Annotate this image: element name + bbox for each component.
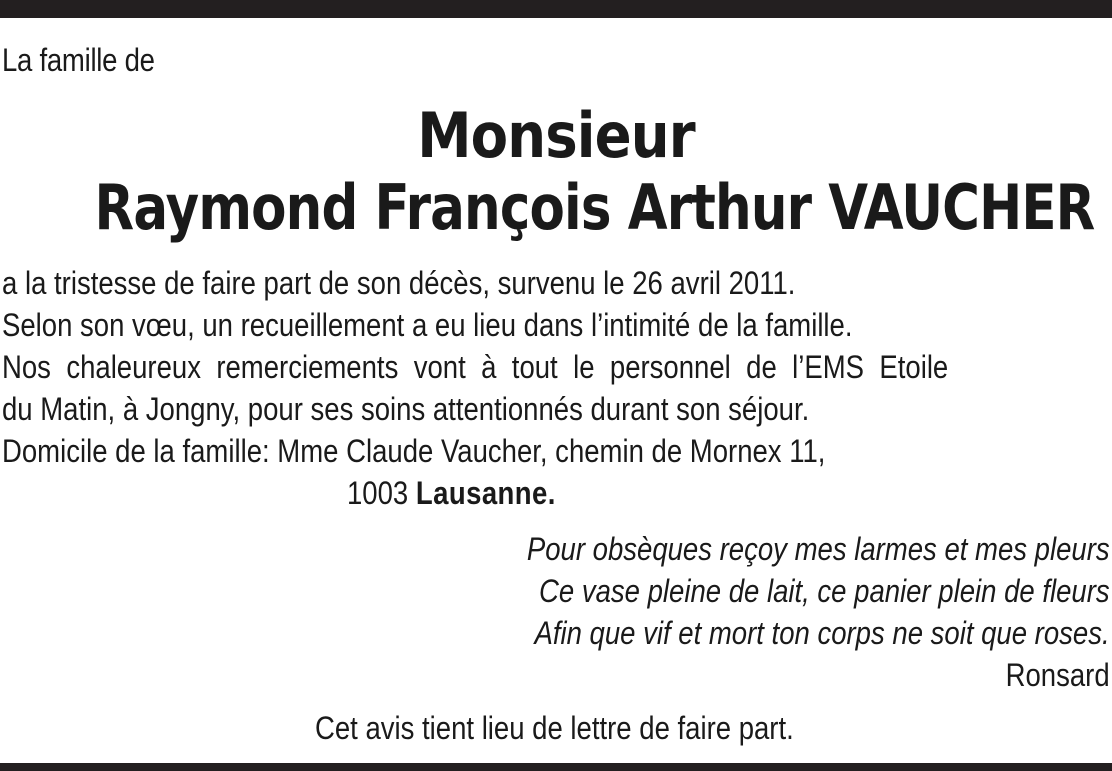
city-name: Lausanne.: [415, 475, 556, 511]
poem-line: Ce vase pleine de lait, ce panier plein de fleurs: [539, 573, 1110, 609]
announcement-line: Selon son vœu, un recueillement a eu lieu dans l’intimité de la famille.: [2, 307, 853, 343]
deceased-full-name: Raymond François Arthur VAUCHER: [94, 171, 1095, 244]
bottom-border-rule: [0, 763, 1112, 771]
postal-code: 1003: [347, 475, 409, 511]
announcement-line: du Matin, à Jongny, pour ses soins attentionnés durant son séjour.: [2, 391, 810, 427]
family-address-line: Domicile de la famille: Mme Claude Vaucher, chemin de Mornex 11,: [2, 433, 826, 469]
deceased-name-block: [0, 100, 1112, 244]
announcement-text: [2, 262, 1110, 472]
poem-line: Afin que vif et mort ton corps ne soit que roses.: [534, 615, 1110, 651]
footer-note-text: Cet avis tient lieu de lettre de faire part.: [314, 710, 794, 746]
announcement-line: Nos chaleureux remerciements vont à tout le personnel de l’EMS Etoile: [2, 349, 949, 385]
top-border-rule: [0, 0, 1112, 18]
poem-author: Ronsard: [1005, 657, 1110, 693]
footer-note: [0, 708, 1112, 748]
intro-text: La famille de: [2, 42, 155, 78]
announcement-line: a la tristesse de faire part de son décès, survenu le 26 avril 2011.: [2, 265, 796, 301]
address-city-line: [347, 472, 556, 514]
poem-quote: [432, 528, 1110, 696]
honorific-title: Monsieur: [417, 99, 695, 172]
poem-line: Pour obsèques reçoy mes larmes et mes pleurs: [527, 531, 1110, 567]
